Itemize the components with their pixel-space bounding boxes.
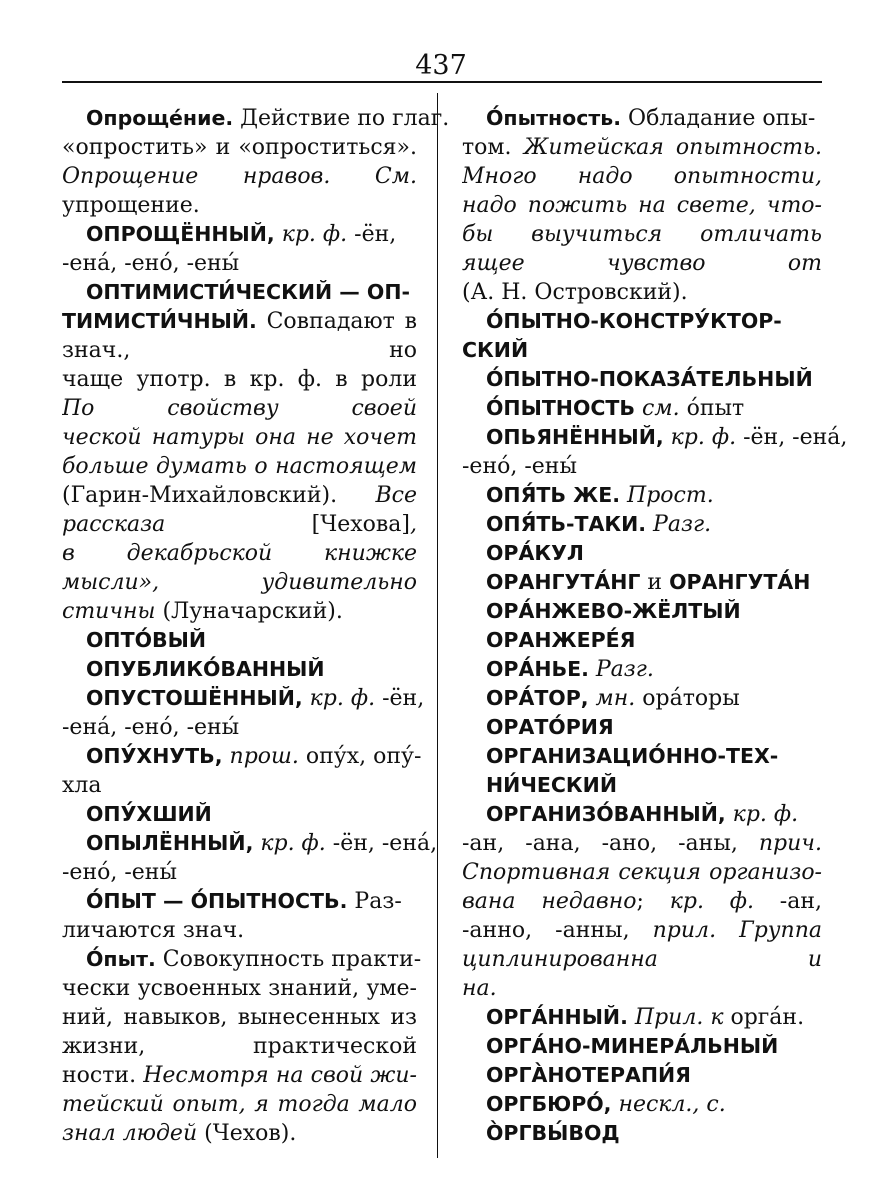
text-line <box>462 220 822 249</box>
text-line <box>462 1003 822 1032</box>
text-line <box>462 597 822 626</box>
text-run: жизни, практической <box>62 1034 417 1059</box>
text-line <box>462 1119 822 1148</box>
headword: ОРГА̀НОТЕРАПИ́Я <box>486 1063 691 1087</box>
text-run: ора́торы <box>635 686 740 711</box>
text-line <box>462 481 822 510</box>
text-line <box>462 829 822 858</box>
headword: ОРАТО́РИЯ <box>486 715 614 739</box>
headword: ОРГАНИЗАЦИО́ННО-ТЕХ- <box>486 744 779 768</box>
text-line <box>462 394 822 423</box>
italic-text: надо пожить на свете, что- <box>462 193 822 218</box>
text-line <box>62 133 417 162</box>
text-line <box>462 713 822 742</box>
headword: ОРГАНИЗО́ВАННЫЙ, <box>486 802 726 826</box>
italic-text: Житейская опытность. <box>523 135 822 160</box>
italic-text: Прил. к <box>627 1005 724 1030</box>
headword: О́ПЫТНО-ПОКАЗА́ТЕЛЬНЫЙ <box>486 367 813 391</box>
text-run: орга́н. <box>723 1005 805 1030</box>
headword: ОРА́НЖЕВО-ЖЁЛТЫЙ <box>486 599 741 623</box>
text-line <box>62 1003 417 1032</box>
headword: ОПЫЛЁННЫЙ, <box>86 831 254 855</box>
text-line <box>62 220 417 249</box>
italic-text: кр. ф. <box>253 831 326 856</box>
column-divider <box>437 93 438 1158</box>
text-run: -ан, -ана, -ано, -аны, <box>462 831 759 856</box>
text-run: Обладание опы- <box>621 106 816 131</box>
italic-text: тейский опыт, я тогда мало <box>62 1092 417 1117</box>
italic-text: Несмотря на свой жи- <box>143 1063 417 1088</box>
text-run: о́пыт <box>679 396 745 421</box>
text-run: ности. <box>62 1063 144 1088</box>
text-run: Раз- <box>347 889 402 914</box>
italic-text: больше думать о настоящем <box>62 454 417 479</box>
header-rule <box>62 81 822 83</box>
text-line <box>62 452 417 481</box>
headword: ОПТО́ВЫЙ <box>86 628 207 652</box>
italic-text: циплинированна и <box>462 947 822 972</box>
headword: СКИЙ <box>462 338 529 362</box>
headword: ОПУБЛИКО́ВАННЫЙ <box>86 657 325 681</box>
italic-text: ческой натуры она не хочет <box>62 425 417 450</box>
text-line <box>62 887 417 916</box>
text-run: и <box>640 570 670 595</box>
italic-text: прич. <box>758 831 822 856</box>
italic-text: нескл., с. <box>611 1092 726 1117</box>
text-line <box>62 1090 417 1119</box>
headword: ОПЬЯНЁННЫЙ, <box>486 425 664 449</box>
text-line <box>62 771 417 800</box>
headword: О́ПЫТ — О́ПЫТНОСТЬ. <box>86 889 348 913</box>
text-line <box>62 481 417 510</box>
text-line <box>462 974 822 1003</box>
italic-text: знал людей <box>62 1121 198 1146</box>
text-line <box>62 278 417 307</box>
text-line <box>462 626 822 655</box>
text-run: Совпадают в <box>256 309 417 334</box>
italic-text: Разг. <box>646 512 712 537</box>
text-run: Совокупность практи- <box>155 947 422 972</box>
text-run: чески усвоенных знаний, уме- <box>62 976 417 1001</box>
text-run: чаще употр. в кр. ф. в роли <box>62 367 417 392</box>
text-line <box>462 568 822 597</box>
text-line <box>62 249 417 278</box>
headword: ОПЯ́ТЬ-ТАКИ. <box>486 512 647 536</box>
text-line <box>62 307 417 336</box>
italic-text: стичны <box>62 599 156 624</box>
text-run: Действие по глаг. <box>233 106 450 131</box>
headword: ОПУ́ХШИЙ <box>86 802 212 826</box>
text-line <box>462 1032 822 1061</box>
text-line <box>62 510 417 539</box>
text-run: -ён, -ена́, <box>325 831 438 856</box>
headword: ОРА́ТОР, <box>486 686 589 710</box>
text-line <box>462 133 822 162</box>
headword: ТИМИСТИ́ЧНЫЙ. <box>62 309 257 333</box>
text-run: личаются знач. <box>62 918 245 943</box>
headword: Опроще́ние. <box>86 106 234 130</box>
text-line <box>62 1032 417 1061</box>
text-line <box>462 684 822 713</box>
text-run: том. <box>462 135 524 160</box>
text-run: -ено́, -ены́ <box>62 860 177 885</box>
text-line <box>62 1119 417 1148</box>
text-line <box>462 945 822 974</box>
text-line <box>62 1061 417 1090</box>
text-run: -анно, -анны, <box>462 918 653 943</box>
italic-text: Все <box>375 483 417 508</box>
text-run: -ён, <box>347 222 397 247</box>
text-run: -ён, -ена́, <box>736 425 848 450</box>
text-run: (Гарин-Михайловский). <box>62 483 376 508</box>
italic-text: Прост. <box>620 483 714 508</box>
text-line <box>62 423 417 452</box>
text-line <box>62 568 417 597</box>
text-line <box>462 916 822 945</box>
text-line <box>62 742 422 771</box>
italic-text: Разг. <box>588 657 654 682</box>
italic-text: см. <box>635 396 680 421</box>
headword: ОРА́НЬЕ. <box>486 657 589 681</box>
italic-text: прош. <box>222 744 299 769</box>
italic-text: кр. ф. <box>274 222 348 247</box>
italic-text: Спортивная секция организо- <box>462 860 822 885</box>
headword: ОПРОЩЁННЫЙ, <box>86 222 275 246</box>
headword: ОПЯ́ТЬ ЖЕ. <box>486 483 621 507</box>
text-line <box>62 597 417 626</box>
headword: ОПУ́ХНУТЬ, <box>86 744 223 768</box>
text-run: -ён, <box>375 686 425 711</box>
headword: ОРАНГУТА́Н <box>669 570 811 594</box>
text-line <box>62 684 425 713</box>
text-line <box>462 307 822 336</box>
italic-text: кр. ф. <box>663 425 737 450</box>
text-run: знач., но <box>62 338 417 363</box>
text-line <box>462 191 822 220</box>
text-run: ний, навыков, вынесенных из <box>62 1005 417 1030</box>
text-line <box>62 539 417 568</box>
text-run: -ена́, -ено́, -ены́ <box>62 715 240 740</box>
text-line <box>62 858 417 887</box>
italic-text: в декабрьской книжке <box>62 541 417 566</box>
text-line <box>62 800 417 829</box>
text-line <box>62 191 417 220</box>
page-number: 437 <box>415 50 467 81</box>
text-line <box>62 713 417 742</box>
text-line <box>62 945 422 974</box>
text-line <box>462 336 822 365</box>
text-line <box>462 104 822 133</box>
text-run: «опростить» и «опроститься». <box>62 135 417 160</box>
italic-text: , <box>410 512 417 537</box>
text-run: -ено́, -ены́ <box>462 454 577 479</box>
italic-text: рассказа <box>62 512 312 537</box>
text-line <box>462 655 822 684</box>
text-line <box>462 1090 822 1119</box>
text-line <box>462 742 822 771</box>
headword: ОРГА́НО-МИНЕРА́ЛЬНЫЙ <box>486 1034 779 1058</box>
italic-text: бы выучиться отличать <box>462 222 822 247</box>
italic-text: Опрощение нравов. См. <box>62 164 417 189</box>
headword: О́пытность. <box>486 106 622 130</box>
text-line <box>462 452 822 481</box>
italic-text: вана недавно <box>462 889 637 914</box>
text-line <box>62 655 417 684</box>
italic-text: кр. ф. <box>302 686 376 711</box>
text-run: упрощение. <box>62 193 200 218</box>
text-line <box>462 800 822 829</box>
text-run: (А. Н. Островский). <box>462 280 688 305</box>
headword: ОРА́КУЛ <box>486 541 584 565</box>
text-line <box>462 365 822 394</box>
headword: О́ПЫТНОСТЬ <box>486 396 636 420</box>
italic-text: кр. ф. <box>725 802 799 827</box>
headword: ОРАНГУТА́НГ <box>486 570 641 594</box>
headword: О̀РГВЫ́ВОД <box>486 1121 620 1145</box>
text-line <box>62 394 417 423</box>
headword: О́ПЫТНО-КОНСТРУ́КТОР- <box>486 309 782 333</box>
italic-text: По свойству своей <box>62 396 417 421</box>
headword: ОРГА́ННЫЙ. <box>486 1005 628 1029</box>
text-run: хла <box>62 773 102 798</box>
text-line <box>462 887 822 916</box>
text-line <box>462 510 822 539</box>
italic-text: прил. Группа <box>652 918 822 943</box>
headword: ОПТИМИСТИ́ЧЕСКИЙ — ОП- <box>86 280 411 304</box>
text-line <box>462 858 822 887</box>
left-column <box>62 104 450 1148</box>
headword: НИ́ЧЕСКИЙ <box>486 773 617 797</box>
text-line <box>62 916 417 945</box>
text-run: ; <box>636 889 670 914</box>
italic-text: мн. <box>588 686 636 711</box>
text-line <box>62 336 417 365</box>
text-run: (Луначарский). <box>155 599 343 624</box>
text-line <box>462 423 848 452</box>
italic-text: кр. ф. <box>669 889 754 914</box>
text-line <box>62 829 438 858</box>
text-run: (Чехов). <box>197 1121 297 1146</box>
text-line <box>462 162 822 191</box>
text-line <box>462 278 822 307</box>
text-line <box>462 771 822 800</box>
text-line <box>462 249 822 278</box>
headword: ОРАНЖЕРЕ́Я <box>486 628 636 652</box>
headword: О́пыт. <box>86 947 156 971</box>
text-line <box>62 162 417 191</box>
text-run: -ан, <box>779 889 822 914</box>
italic-text: мысли», удивительно <box>62 570 417 595</box>
text-line <box>62 104 450 133</box>
italic-text: Много надо опытности, <box>462 164 822 189</box>
headword: ОРГБЮРО́, <box>486 1092 612 1116</box>
italic-text: на. <box>462 976 497 1001</box>
right-column <box>462 104 848 1148</box>
headword: ОПУСТОШЁННЫЙ, <box>86 686 303 710</box>
text-run: -ена́, -ено́, -ены́ <box>62 251 240 276</box>
text-line <box>62 974 417 1003</box>
text-run: [Чехова] <box>311 512 410 537</box>
text-line <box>462 539 822 568</box>
text-run: опу́х, опу́- <box>298 744 422 769</box>
text-line <box>62 626 417 655</box>
italic-text: ящее чувство от <box>462 251 822 276</box>
text-line <box>462 1061 822 1090</box>
text-line <box>62 365 417 394</box>
